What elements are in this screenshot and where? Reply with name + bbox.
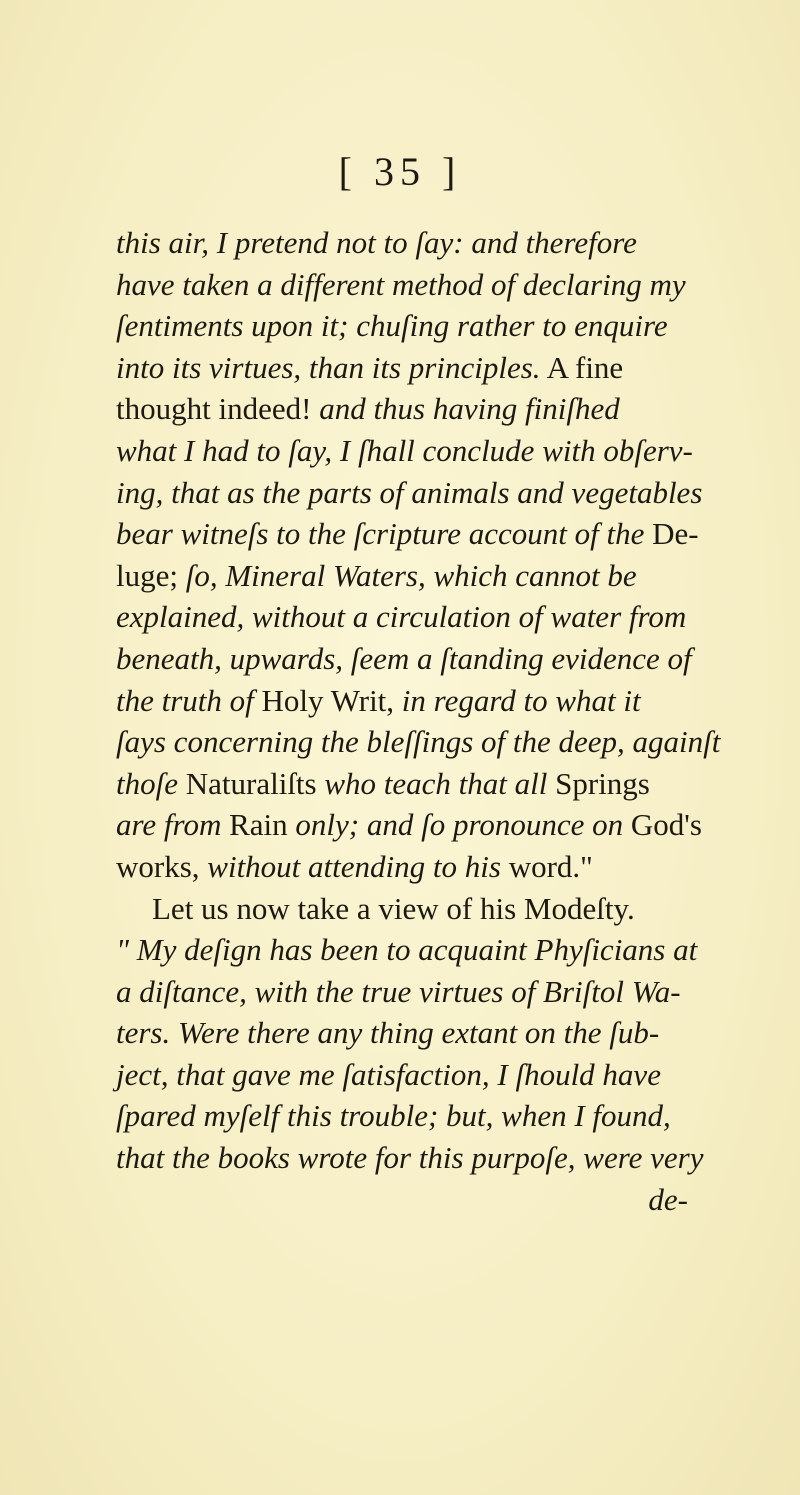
text-run: ing, that as the parts of animals and vegetables <box>116 474 703 510</box>
text-run: have taken a different method of declaring my <box>116 266 686 302</box>
text-run: Holy Writ, <box>253 682 402 718</box>
text-line <box>116 513 699 555</box>
text-run: thoſe <box>116 765 178 801</box>
text-line <box>116 555 696 597</box>
text-line <box>116 388 696 430</box>
text-run: in regard to what it <box>401 682 641 718</box>
text-line <box>116 721 721 763</box>
catchword <box>116 1179 696 1221</box>
text-run: a diſtance, with the true virtues of Briſtol Wa- <box>116 973 681 1009</box>
text-line <box>116 1012 696 1054</box>
text-run: A fine <box>540 349 624 385</box>
text-run: ſentiments upon it; chuſing rather to enquire <box>116 308 668 344</box>
text-line <box>116 638 696 680</box>
text-run: Let us now take a view of his Modeſty. <box>152 890 635 926</box>
text-run: ters. Were there any thing extant on the ſub- <box>116 1015 660 1051</box>
text-run: thought indeed! <box>116 391 320 427</box>
text-run: into its virtues, than its principles. <box>116 349 541 385</box>
text-run: " My deſign has been to acquaint Phyſicians at <box>116 932 698 968</box>
text-line <box>116 222 696 264</box>
text-line <box>116 929 696 971</box>
text-run: Naturaliſts <box>178 765 325 801</box>
text-run: that the books wrote for this purpoſe, were very <box>116 1140 704 1176</box>
text-line <box>116 596 696 638</box>
text-run: and thus having finiſhed <box>319 391 620 427</box>
text-run: luge; <box>116 557 186 593</box>
text-run: Rain <box>221 807 296 843</box>
text-line <box>116 763 696 805</box>
text-line <box>116 347 696 389</box>
text-line <box>116 472 703 514</box>
text-run: who teach that all <box>324 765 548 801</box>
text-line <box>116 1137 704 1179</box>
text-run: are from <box>116 807 222 843</box>
text-run: beneath, upwards, ſeem a ſtanding evidence of <box>116 640 692 676</box>
text-run: this air, I pretend not to ſay: and therefore <box>116 225 637 260</box>
text-run: ſays concerning the bleſſings of the deep, againſt <box>116 724 721 760</box>
text-run: God's <box>623 807 702 843</box>
text-line <box>116 804 702 846</box>
text-line <box>116 888 696 930</box>
text-run: explained, without a circulation of water from <box>116 599 687 635</box>
text-line <box>116 846 696 888</box>
text-run: ſo, Mineral Waters, which cannot be <box>185 557 637 593</box>
text-run: the truth of <box>116 682 254 718</box>
text-line <box>116 1054 696 1096</box>
text-run: word." <box>500 848 593 884</box>
text-run: without attending to his <box>207 848 501 884</box>
page-number: [ 35 ] <box>338 149 462 194</box>
text-run: de- <box>648 1181 688 1217</box>
text-run: Springs <box>547 765 650 801</box>
text-run: bear witneſs to the ſcripture account of the <box>116 516 645 552</box>
text-run: works, <box>116 848 208 884</box>
text-run: what I had to ſay, I ſhall conclude with obſerv- <box>116 432 693 468</box>
text-line <box>116 1095 696 1137</box>
body-text <box>116 222 721 1220</box>
text-line <box>116 264 696 306</box>
text-run: only; and ſo pronounce on <box>295 807 624 843</box>
text-line <box>116 971 696 1013</box>
text-run: De- <box>644 516 699 552</box>
text-line <box>116 305 696 347</box>
text-run: ſpared myſelf this trouble; but, when I found, <box>116 1098 671 1134</box>
text-line <box>116 680 696 722</box>
text-line <box>116 430 696 472</box>
text-run: ject, that gave me ſatisfaction, I ſhould have <box>116 1056 661 1092</box>
